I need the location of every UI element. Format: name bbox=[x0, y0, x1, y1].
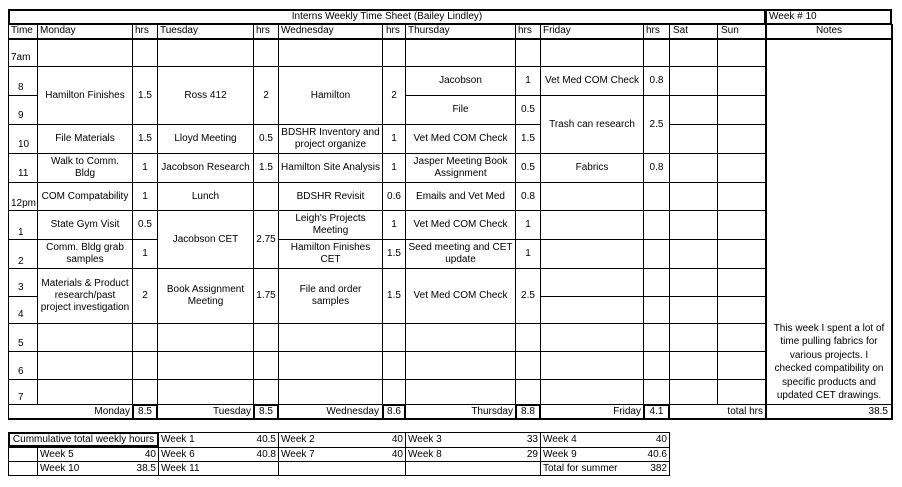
thu-task-4: Jasper Meeting Book Assignment bbox=[413, 156, 508, 179]
wed-hrs-1: 2 bbox=[391, 89, 397, 101]
tue-hrs-2: 0.5 bbox=[259, 133, 273, 144]
total-monday: 8.5 bbox=[138, 405, 152, 417]
header-friday: Friday bbox=[543, 25, 571, 36]
time-7am: 7am bbox=[11, 52, 31, 63]
wed-task-1: Hamilton bbox=[310, 89, 351, 101]
time-6: 6 bbox=[18, 366, 24, 377]
thu-hrs-2: 0.5 bbox=[521, 104, 535, 115]
mon-hrs-7: 2 bbox=[142, 290, 148, 301]
thu-task-7: Seed meeting and CET update bbox=[408, 242, 513, 265]
time-12pm: 12pm bbox=[11, 198, 37, 209]
cum-week1-label: Week 1 bbox=[161, 434, 195, 445]
fri-task-3: Fabrics bbox=[575, 162, 609, 173]
cum-week3-hrs: 33 bbox=[526, 434, 538, 445]
wed-hrs-7: 1.5 bbox=[387, 290, 401, 301]
total-label-wednesday: Wednesday bbox=[326, 405, 379, 417]
tue-hrs-5: 2.75 bbox=[256, 233, 276, 245]
cum-week6-label: Week 6 bbox=[161, 448, 195, 460]
thu-hrs-6: 1 bbox=[525, 219, 531, 230]
mon-hrs-1: 1.5 bbox=[138, 89, 152, 101]
time-11: 11 bbox=[18, 168, 29, 179]
total-week: 38.5 bbox=[868, 405, 888, 417]
header-notes: Notes bbox=[815, 25, 843, 36]
header-thursday: Thursday bbox=[408, 25, 450, 36]
time-2: 2 bbox=[18, 256, 24, 267]
header-fri-hrs: hrs bbox=[646, 25, 660, 36]
wed-task-7: File and order samples bbox=[299, 284, 362, 307]
wed-task-6: Hamilton Finishes CET bbox=[290, 242, 371, 265]
tue-hrs-6: 1.75 bbox=[256, 290, 276, 301]
thu-hrs-3: 1.5 bbox=[521, 133, 535, 144]
header-sun: Sun bbox=[721, 25, 739, 36]
wed-task-4: BDSHR Revisit bbox=[296, 190, 365, 202]
header-sat: Sat bbox=[673, 25, 689, 36]
time-7: 7 bbox=[18, 392, 24, 403]
wed-task-5: Leigh's Projects Meeting bbox=[295, 213, 366, 236]
fri-hrs-1: 0.8 bbox=[649, 75, 664, 86]
cum-week9-hrs: 40.6 bbox=[647, 448, 667, 460]
tue-task-2: Lloyd Meeting bbox=[174, 133, 237, 144]
cum-week9-label: Week 9 bbox=[543, 448, 577, 460]
wed-hrs-3: 1 bbox=[391, 162, 397, 173]
mon-task-2: File Materials bbox=[55, 133, 115, 144]
sheet-title: Interns Weekly Time Sheet (Bailey Lindley) bbox=[291, 11, 483, 22]
summer-total-label: Total for summer bbox=[543, 462, 618, 474]
cum-week4-label: Week 4 bbox=[543, 434, 577, 445]
total-tuesday: 8.5 bbox=[259, 405, 273, 417]
wed-hrs-2: 1 bbox=[391, 133, 397, 144]
header-wednesday: Wednesday bbox=[281, 25, 334, 36]
thu-task-2: File bbox=[452, 104, 469, 115]
time-5: 5 bbox=[18, 338, 24, 349]
cum-week10-hrs: 38.5 bbox=[136, 462, 156, 474]
time-8: 8 bbox=[18, 82, 24, 93]
week-label: Week # 10 bbox=[769, 11, 817, 22]
wed-hrs-6: 1.5 bbox=[387, 248, 401, 259]
cum-week8-label: Week 8 bbox=[408, 448, 442, 460]
tue-hrs-3: 1.5 bbox=[259, 162, 273, 173]
mon-task-4: COM Compatability bbox=[41, 190, 129, 202]
mon-task-6: Comm. Bldg grab samples bbox=[46, 242, 124, 265]
total-label-week: total hrs bbox=[727, 405, 763, 417]
header-time: Time bbox=[11, 25, 33, 36]
total-thursday: 8.8 bbox=[521, 405, 535, 417]
thu-hrs-7: 1 bbox=[525, 248, 531, 259]
header-thu-hrs: hrs bbox=[518, 25, 532, 36]
total-label-friday: Friday bbox=[613, 405, 641, 417]
total-wednesday: 8.6 bbox=[387, 405, 401, 417]
tue-task-1: Ross 412 bbox=[184, 89, 227, 101]
cum-week4-hrs: 40 bbox=[655, 434, 667, 445]
mon-task-7: Materials & Product research/past project investigation bbox=[40, 278, 130, 313]
fri-task-2: Trash can research bbox=[549, 118, 635, 130]
tue-task-4: Lunch bbox=[191, 190, 220, 202]
wed-task-2: BDSHR Inventory and project organize bbox=[281, 127, 380, 150]
cum-week2-label: Week 2 bbox=[281, 434, 315, 445]
cum-week11-label: Week 11 bbox=[161, 462, 200, 474]
header-wed-hrs: hrs bbox=[386, 25, 400, 36]
mon-hrs-2: 1.5 bbox=[138, 133, 152, 144]
thu-task-6: Vet Med COM Check bbox=[413, 219, 508, 230]
wed-hrs-5: 1 bbox=[391, 219, 397, 230]
cum-week11-hrs bbox=[230, 462, 278, 475]
header-tue-hrs: hrs bbox=[256, 25, 270, 36]
cum-week8-hrs: 29 bbox=[526, 448, 538, 460]
thu-hrs-4: 0.5 bbox=[521, 162, 535, 173]
cum-week1-hrs: 40.5 bbox=[256, 434, 276, 445]
total-label-tuesday: Tuesday bbox=[213, 405, 251, 417]
total-label-monday: Monday bbox=[94, 405, 130, 417]
fri-task-1: Vet Med COM Check bbox=[545, 75, 639, 86]
time-1: 1 bbox=[18, 227, 24, 238]
tue-task-5: Jacobson CET bbox=[172, 233, 239, 245]
notes-text: This week I spent a lot of time pulling fabrics for various projects. I checked compatibility on specific products and updated CET drawings. bbox=[773, 322, 885, 401]
header-tuesday: Tuesday bbox=[160, 25, 198, 36]
cum-week7-hrs: 40 bbox=[391, 448, 403, 460]
mon-task-5: State Gym Visit bbox=[50, 219, 120, 230]
time-9: 9 bbox=[18, 110, 24, 121]
time-3: 3 bbox=[18, 282, 24, 293]
fri-hrs-2: 2.5 bbox=[649, 118, 664, 130]
thu-hrs-8: 2.5 bbox=[521, 290, 535, 301]
mon-hrs-5: 0.5 bbox=[138, 219, 152, 230]
time-10: 10 bbox=[18, 139, 30, 150]
thu-task-5: Emails and Vet Med bbox=[416, 190, 505, 202]
tue-task-6: Book Assignment Meeting bbox=[166, 284, 245, 307]
total-label-thursday: Thursday bbox=[471, 405, 513, 417]
tue-task-3: Jacobson Research bbox=[161, 162, 250, 173]
cumulative-label: Cummulative total weekly hours bbox=[12, 433, 155, 445]
tue-hrs-1: 2 bbox=[263, 89, 269, 101]
wed-hrs-4: 0.6 bbox=[387, 190, 401, 202]
fri-hrs-3: 0.8 bbox=[649, 162, 664, 173]
summer-total: 382 bbox=[650, 462, 667, 474]
mon-hrs-6: 1 bbox=[142, 248, 148, 259]
cum-week5-hrs: 40 bbox=[144, 448, 156, 460]
cum-week7-label: Week 7 bbox=[281, 448, 315, 460]
thu-task-3: Vet Med COM Check bbox=[413, 133, 508, 144]
mon-task-1: Hamilton Finishes bbox=[45, 89, 125, 101]
mon-hrs-4: 1 bbox=[142, 190, 148, 202]
header-monday: Monday bbox=[40, 25, 76, 36]
total-friday: 4.1 bbox=[649, 405, 664, 417]
header-mon-hrs: hrs bbox=[135, 25, 149, 36]
thu-hrs-1: 1 bbox=[525, 75, 531, 86]
mon-task-3: Walk to Comm. Bldg bbox=[51, 156, 119, 179]
time-4: 4 bbox=[18, 309, 24, 320]
thu-hrs-5: 0.8 bbox=[521, 190, 535, 202]
cum-week5-label: Week 5 bbox=[40, 448, 74, 460]
tue-hrs-4 bbox=[254, 183, 278, 210]
thu-task-1: Jacobson bbox=[439, 75, 482, 86]
thu-task-8: Vet Med COM Check bbox=[413, 290, 508, 301]
cum-week3-label: Week 3 bbox=[408, 434, 442, 445]
cum-week10-label: Week 10 bbox=[40, 462, 80, 474]
cum-week2-hrs: 40 bbox=[391, 434, 403, 445]
wed-task-3: Hamilton Site Analysis bbox=[281, 162, 380, 173]
mon-hrs-3: 1 bbox=[142, 162, 148, 173]
cum-week6-hrs: 40.8 bbox=[256, 448, 276, 460]
